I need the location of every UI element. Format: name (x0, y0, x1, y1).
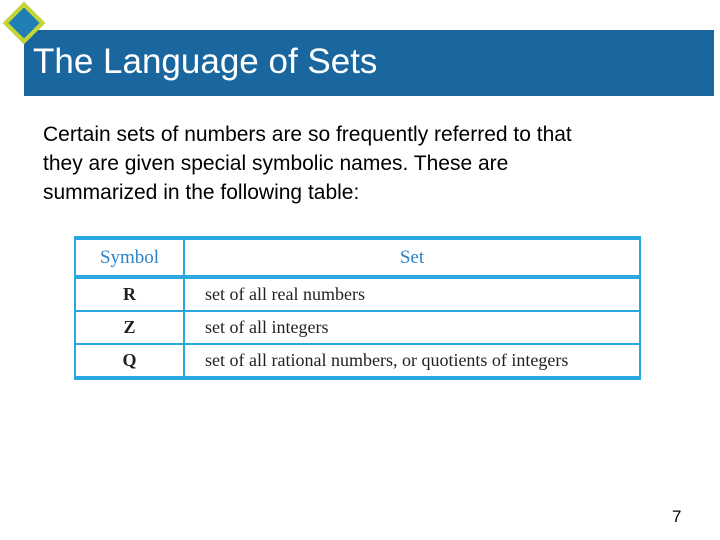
set-cell: set of all rational numbers, or quotients of integers (205, 350, 569, 370)
body-line: they are given special symbolic names. These are (43, 152, 509, 175)
table-row (75, 344, 640, 378)
set-cell: set of all integers (184, 311, 640, 344)
body-paragraph (43, 120, 673, 207)
table-header-row (75, 238, 640, 277)
table-row (75, 311, 640, 344)
set-cell: set of all real numbers (184, 277, 640, 311)
body-line: Certain sets of numbers are so frequently referred to that (43, 123, 572, 146)
body-line: summarized in the following table: (43, 181, 360, 204)
symbol-cell: Q (75, 344, 184, 378)
sets-table (74, 236, 641, 380)
header-symbol: Symbol (75, 238, 184, 277)
symbol-cell: R (75, 277, 184, 311)
page-number: 7 (672, 507, 682, 526)
header-set: Set (184, 238, 640, 277)
table-row (75, 277, 640, 311)
symbol-cell: Z (75, 311, 184, 344)
slide-title: The Language of Sets (33, 42, 378, 81)
